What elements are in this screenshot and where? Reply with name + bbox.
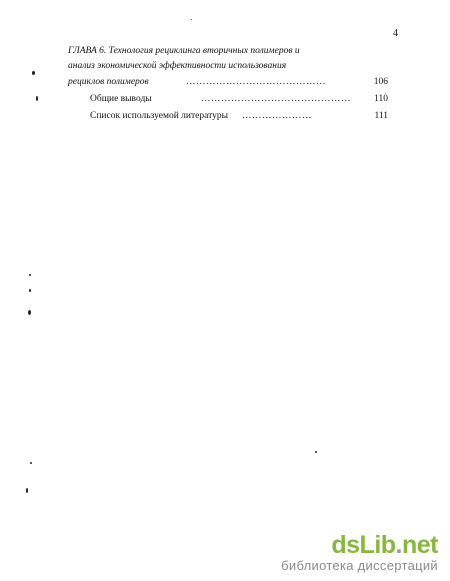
toc-entry-label: Список используемой литературы (90, 111, 228, 121)
scan-speck (36, 96, 38, 101)
logo-main: dsLib (331, 531, 396, 559)
toc-entry-references (68, 108, 388, 125)
toc-page-number: 106 (373, 77, 388, 87)
chapter-title-line: анализ экономической эффективности использования (68, 61, 287, 71)
toc-leader-dots: ……………………………………… (201, 94, 351, 104)
toc-leader-dots: ………………… (242, 111, 312, 121)
table-of-contents (68, 44, 388, 125)
toc-entry-chapter-6 (68, 74, 388, 91)
dslib-watermark (281, 532, 438, 573)
scan-speck (26, 488, 28, 493)
watermark-tagline: библиотека диссертаций (281, 558, 438, 573)
scan-speck (32, 71, 35, 75)
dslib-logo (281, 532, 438, 558)
toc-entry-label: рециклов полимеров (68, 77, 149, 87)
chapter-title-line: ГЛАВА 6. Технология рециклинга вторичных полимеров и (68, 46, 300, 56)
scan-speck (29, 289, 31, 292)
toc-entry-label: Общие выводы (90, 94, 152, 104)
toc-page-number: 111 (374, 111, 388, 121)
toc-entry-conclusions (68, 91, 388, 108)
toc-page-number: 110 (374, 94, 388, 104)
toc-leader-dots: …………………………………… (186, 77, 326, 87)
page-number: 4 (393, 28, 398, 39)
scan-speck (191, 19, 192, 20)
logo-dot: . (395, 531, 402, 559)
scan-speck (28, 310, 31, 315)
scan-speck (30, 462, 32, 464)
scan-speck (315, 451, 317, 453)
scan-speck (29, 274, 31, 276)
logo-tld: net (402, 531, 438, 559)
